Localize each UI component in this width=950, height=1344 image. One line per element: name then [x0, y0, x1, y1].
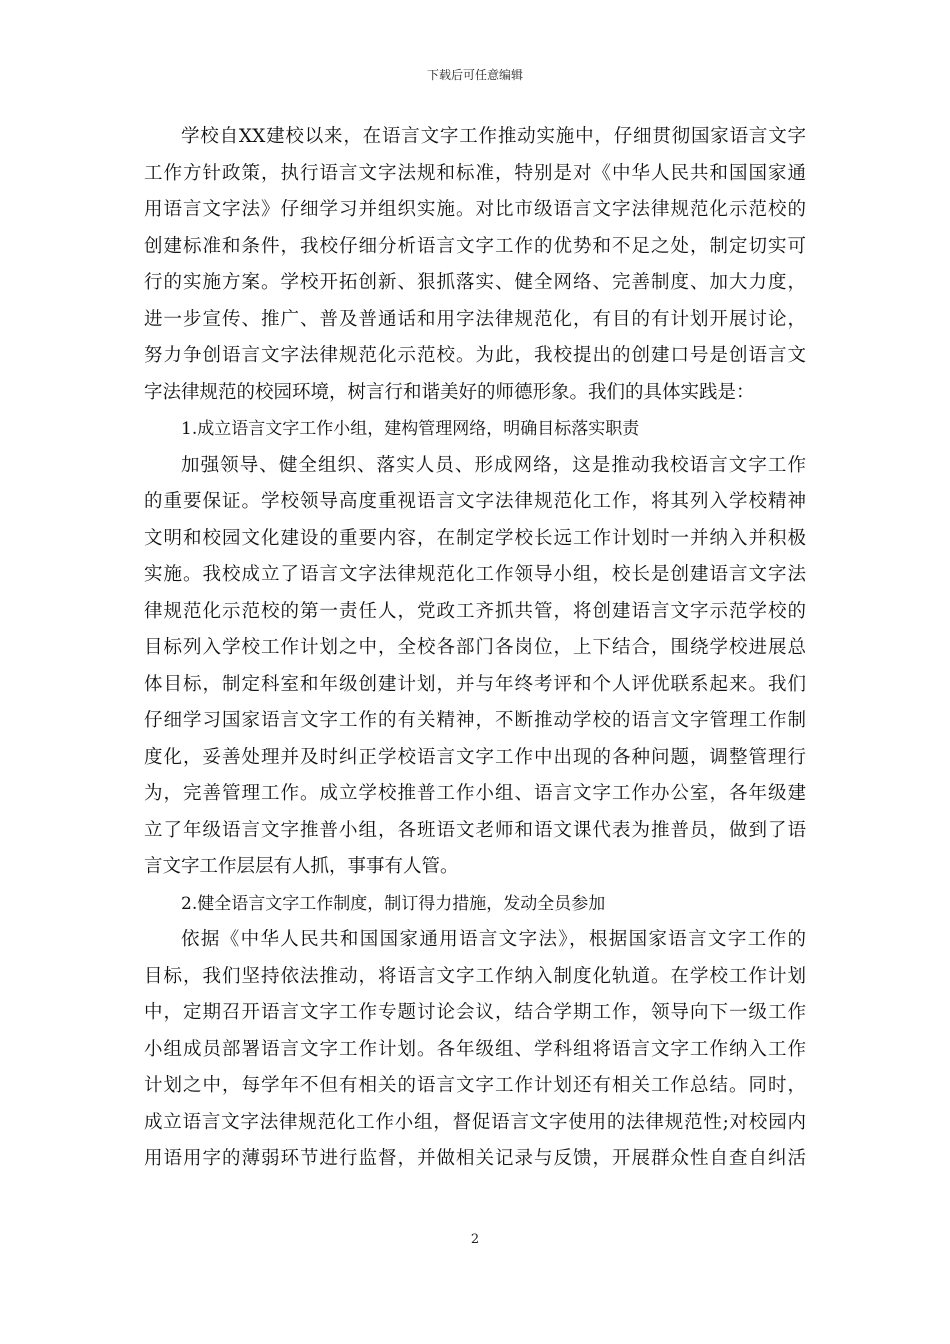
paragraph-line: 度化，妥善处理并及时纠正学校语言文字工作中出现的各种问题，调整管理行 [144, 746, 806, 768]
paragraph-line: 行的实施方案。学校开拓创新、狠抓落实、健全网络、完善制度、加大力度， [144, 272, 806, 293]
paragraph-line: 目标列入学校工作计划之中，全校各部门各岗位，上下结合，围绕学校进展总 [144, 637, 806, 658]
page-header: 下载后可任意编辑 [426, 68, 523, 82]
paragraph-line: 小组成员部署语言文字工作计划。各年级组、学科组将语言文字工作纳入工作 [144, 1038, 806, 1060]
paragraph-line: 字法律规范的校园环境，树言行和谐美好的师德形象。我们的具体实践是： [144, 381, 755, 403]
section-heading: 2.健全语言文字工作制度，制订得力措施，发动全员参加 [181, 893, 606, 914]
paragraph-line: 实施。我校成立了语言文字法律规范化工作领导小组，校长是创建语言文字法 [144, 564, 806, 585]
paragraph-line: 用语言文字法》仔细学习并组织实施。对比市级语言文字法律规范化示范校的 [144, 199, 806, 220]
document-body [144, 119, 806, 1178]
paragraph-line: 计划之中，每学年不但有相关的语言文字工作计划还有相关工作总结。同时， [144, 1075, 806, 1096]
paragraph-line: 工作方针政策，执行语言文字法规和标准，特别是对《中华人民共和国国家通 [144, 162, 806, 184]
paragraph-line: 学校自XX建校以来，在语言文字工作推动实施中，仔细贯彻国家语言文字 [181, 126, 806, 147]
paragraph-line: 立了年级语言文字推普小组，各班语文老师和语文课代表为推普员，做到了语 [144, 819, 806, 841]
paragraph-line: 目标，我们坚持依法推动，将语言文字工作纳入制度化轨道。在学校工作计划 [144, 965, 806, 987]
paragraph-line: 为，完善管理工作。成立学校推普工作小组、语言文字工作办公室，各年级建 [144, 783, 806, 804]
paragraph-line: 体目标，制定科室和年级创建计划，并与年终考评和个人评优联系起来。我们 [144, 673, 806, 695]
paragraph-line: 言文字工作层层有人抓，事事有人管。 [144, 856, 459, 877]
paragraph-line: 努力争创语言文字法律规范化示范校。为此，我校提出的创建口号是创语言文 [144, 345, 806, 366]
paragraph-line: 用语用字的薄弱环节进行监督，并做相关记录与反馈，开展群众性自查自纠活 [144, 1148, 806, 1169]
paragraph-line: 仔细学习国家语言文字工作的有关精神，不断推动学校的语言文字管理工作制 [144, 710, 806, 731]
paragraph-line: 的重要保证。学校领导高度重视语言文字法律规范化工作，将其列入学校精神 [144, 491, 806, 512]
paragraph-line: 中，定期召开语言文字工作专题讨论会议，结合学期工作，领导向下一级工作 [144, 1002, 806, 1023]
paragraph-line: 成立语言文字法律规范化工作小组，督促语言文字使用的法律规范性;对校园内 [144, 1111, 806, 1133]
paragraph-line: 创建标准和条件，我校仔细分析语言文字工作的优势和不足之处，制定切实可 [144, 235, 806, 257]
paragraph-line: 加强领导、健全组织、落实人员、形成网络，这是推动我校语言文字工作 [181, 454, 806, 476]
paragraph-line: 依据《中华人民共和国国家通用语言文字法》，根据国家语言文字工作的 [181, 929, 806, 950]
paragraph-line: 文明和校园文化建设的重要内容，在制定学校长远工作计划时一并纳入并积极 [144, 527, 806, 549]
page-number: 2 [470, 1232, 480, 1247]
section-heading: 1.成立语言文字工作小组，建构管理网络，明确目标落实职责 [181, 419, 640, 439]
paragraph-line: 进一步宣传、推广、普及普通话和用字法律规范化，有目的有计划开展讨论， [144, 308, 806, 330]
paragraph-line: 律规范化示范校的第一责任人，党政工齐抓共管，将创建语言文字示范学校的 [144, 600, 806, 622]
